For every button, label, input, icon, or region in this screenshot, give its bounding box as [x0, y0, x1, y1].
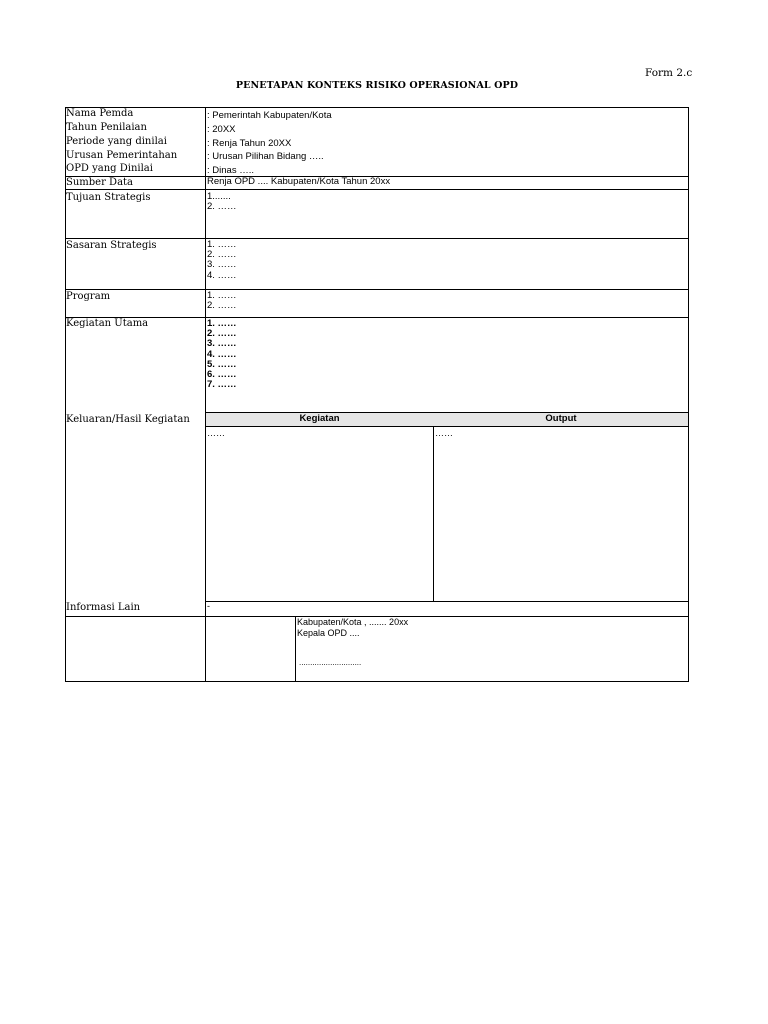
label-keluaran: Keluaran/Hasil Kegiatan: [66, 414, 190, 425]
label-tahun-penilaian: Tahun Penilaian: [66, 122, 147, 133]
signature-position: Kepala OPD ....: [297, 628, 360, 638]
column-header-kegiatan: Kegiatan: [299, 413, 340, 424]
label-program: Program: [66, 291, 111, 302]
column-divider: [295, 616, 296, 682]
column-divider: [205, 107, 206, 682]
row-divider: [65, 238, 689, 239]
row-divider: [205, 426, 689, 427]
page-title: PENETAPAN KONTEKS RISIKO OPERASIONAL OPD: [235, 80, 519, 91]
column-header-output: Output: [545, 413, 577, 424]
list-item: 5. ……: [207, 358, 237, 370]
signature-place-date: Kabupaten/Kota , ....... 20xx: [297, 617, 409, 627]
list-item: 6. ……: [207, 369, 237, 381]
label-informasi-lain: Informasi Lain: [66, 602, 141, 613]
value-nama-pemda: : Pemerintah Kabupaten/Kota: [207, 110, 332, 121]
label-periode: Periode yang dinilai: [66, 136, 167, 147]
table-border-right: [688, 107, 689, 682]
program-list: [207, 291, 237, 311]
output-cell: ……: [435, 428, 453, 438]
label-kegiatan-utama: Kegiatan Utama: [66, 318, 149, 329]
list-item: 4. ……: [207, 348, 237, 360]
label-nama-pemda: Nama Pemda: [66, 108, 134, 119]
value-informasi-lain: -: [207, 601, 210, 611]
value-urusan: : Urusan Pilihan Bidang …..: [207, 151, 324, 162]
row-divider: [65, 317, 689, 318]
signature-name-line: ............................: [299, 658, 362, 667]
list-item: 2. ……: [207, 300, 237, 312]
list-item: 2. ……: [207, 328, 237, 340]
row-divider: [65, 289, 689, 290]
tujuan-strategis-list: [207, 192, 237, 212]
value-opd: : Dinas …..: [207, 165, 254, 176]
list-item: 1.......: [207, 191, 231, 202]
label-sumber-data: Sumber Data: [66, 177, 134, 188]
list-item: 4. ……: [207, 269, 237, 281]
kegiatan-cell: ……: [207, 428, 225, 438]
list-item: 1. ……: [207, 318, 237, 329]
row-divider: [205, 601, 689, 602]
value-sumber-data: Renja OPD .... Kabupaten/Kota Tahun 20xx: [207, 176, 391, 187]
list-item: 3. ……: [207, 259, 237, 271]
column-divider: [433, 412, 434, 602]
label-sasaran-strategis: Sasaran Strategis: [66, 240, 157, 251]
label-opd: OPD yang Dinilai: [66, 163, 153, 174]
value-tahun-penilaian: : 20XX: [207, 124, 236, 135]
list-item: 3. ……: [207, 338, 237, 350]
form-code: Form 2.c: [645, 67, 693, 79]
table-border-bottom: [65, 681, 689, 682]
list-item: 1. ……: [207, 290, 237, 301]
table-border-top: [65, 107, 689, 108]
list-item: 2. ……: [207, 201, 237, 213]
list-item: 2. ……: [207, 249, 237, 261]
label-tujuan-strategis: Tujuan Strategis: [66, 192, 151, 203]
row-divider: [65, 189, 689, 190]
value-periode: : Renja Tahun 20XX: [207, 138, 292, 149]
sasaran-strategis-list: [207, 240, 237, 281]
label-urusan: Urusan Pemerintahan: [66, 150, 178, 161]
kegiatan-utama-list: [207, 319, 237, 390]
list-item: 1. ……: [207, 239, 237, 250]
list-item: 7. ……: [207, 379, 237, 391]
